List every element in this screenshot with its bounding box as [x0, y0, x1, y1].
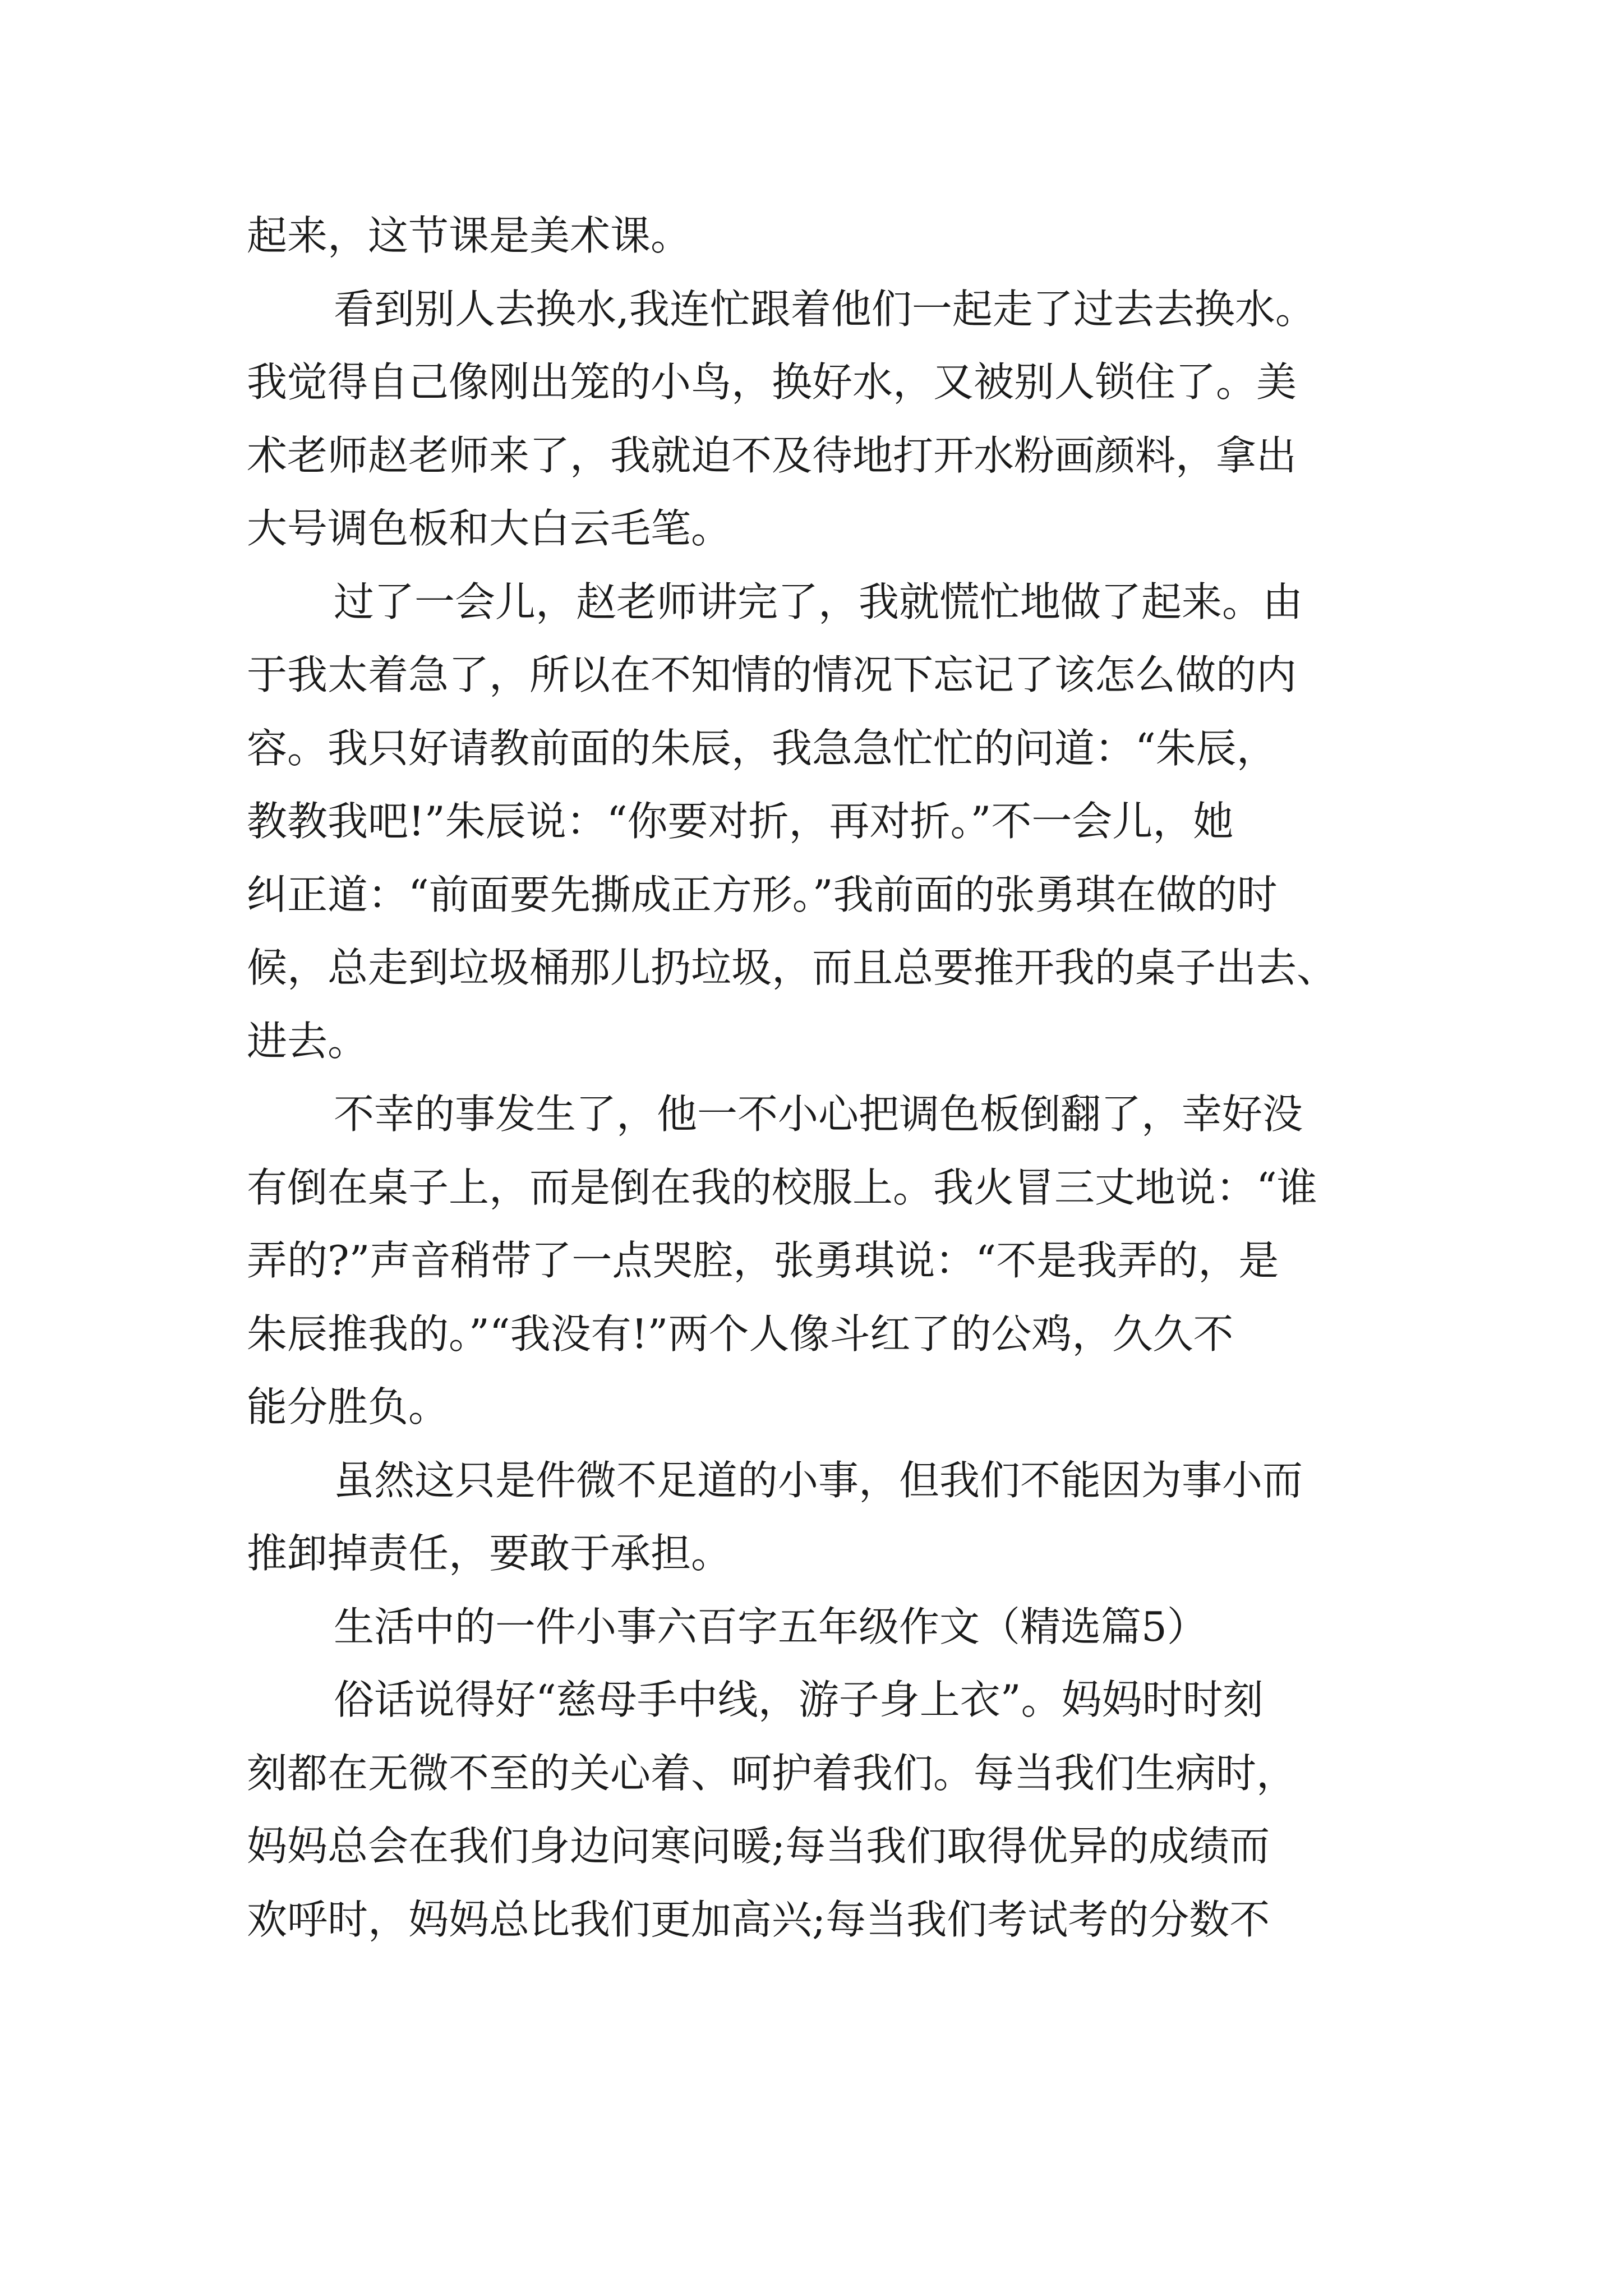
text-line: 起来，这节课是美术课。	[247, 212, 691, 259]
text-line: 弄的?”声音稍带了一点哭腔，张勇琪说：“不是我弄的，是	[247, 1237, 1279, 1284]
text-line: 容。我只好请教前面的朱辰，我急急忙忙的问道：“朱辰，	[247, 724, 1277, 772]
text-line: 大号调色板和大白云毛笔。	[247, 505, 732, 552]
text-line: 欢呼时，妈妈总比我们更加高兴;每当我们考试考的分数不	[247, 1895, 1270, 1943]
text-line: 能分胜负。	[247, 1383, 449, 1430]
text-line: 教教我吧!”朱辰说：“你要对折，再对折。”不一会儿，她	[247, 798, 1234, 845]
text-line: 刻都在无微不至的关心着、呵护着我们。每当我们生病时，	[247, 1749, 1297, 1797]
text-line: 妈妈总会在我们身边问寒问暖;每当我们取得优异的成绩而	[247, 1823, 1270, 1870]
text-line: 俗话说得好“慈母手中线，游子身上衣”。妈妈时时刻	[334, 1676, 1264, 1723]
text-line: 于我太着急了，所以在不知情的情况下忘记了该怎么做的内	[247, 651, 1297, 698]
text-line: 纠正道：“前面要先撕成正方形。”我前面的张勇琪在做的时	[247, 871, 1278, 918]
text-line: 推卸掉责任，要敢于承担。	[247, 1530, 732, 1577]
text-line: 朱辰推我的。”“我没有!”两个人像斗红了的公鸡，久久不	[247, 1310, 1234, 1358]
text-line: 过了一会儿，赵老师讲完了，我就慌忙地做了起来。由	[334, 578, 1303, 625]
document-body	[247, 199, 1391, 1956]
section-heading: 生活中的一件小事六百字五年级作文（精选篇5）	[334, 1603, 1207, 1650]
text-line: 看到别人去换水,我连忙跟着他们一起走了过去去换水。	[334, 285, 1316, 333]
text-line: 术老师赵老师来了，我就迫不及待地打开水粉画颜料，拿出	[247, 431, 1297, 479]
text-line: 不幸的事发生了，他一不小心把调色板倒翻了，幸好没	[334, 1091, 1303, 1138]
text-line: 候，总走到垃圾桶那儿扔垃圾，而且总要推开我的桌子出去、	[247, 944, 1338, 991]
text-line: 我觉得自己像刚出笼的小鸟，换好水，又被别人锁住了。美	[247, 358, 1297, 406]
text-line: 虽然这只是件微不足道的小事，但我们不能因为事小而	[334, 1456, 1303, 1504]
text-line: 进去。	[247, 1017, 368, 1065]
text-line: 有倒在桌子上，而是倒在我的校服上。我火冒三丈地说：“谁	[247, 1163, 1317, 1211]
